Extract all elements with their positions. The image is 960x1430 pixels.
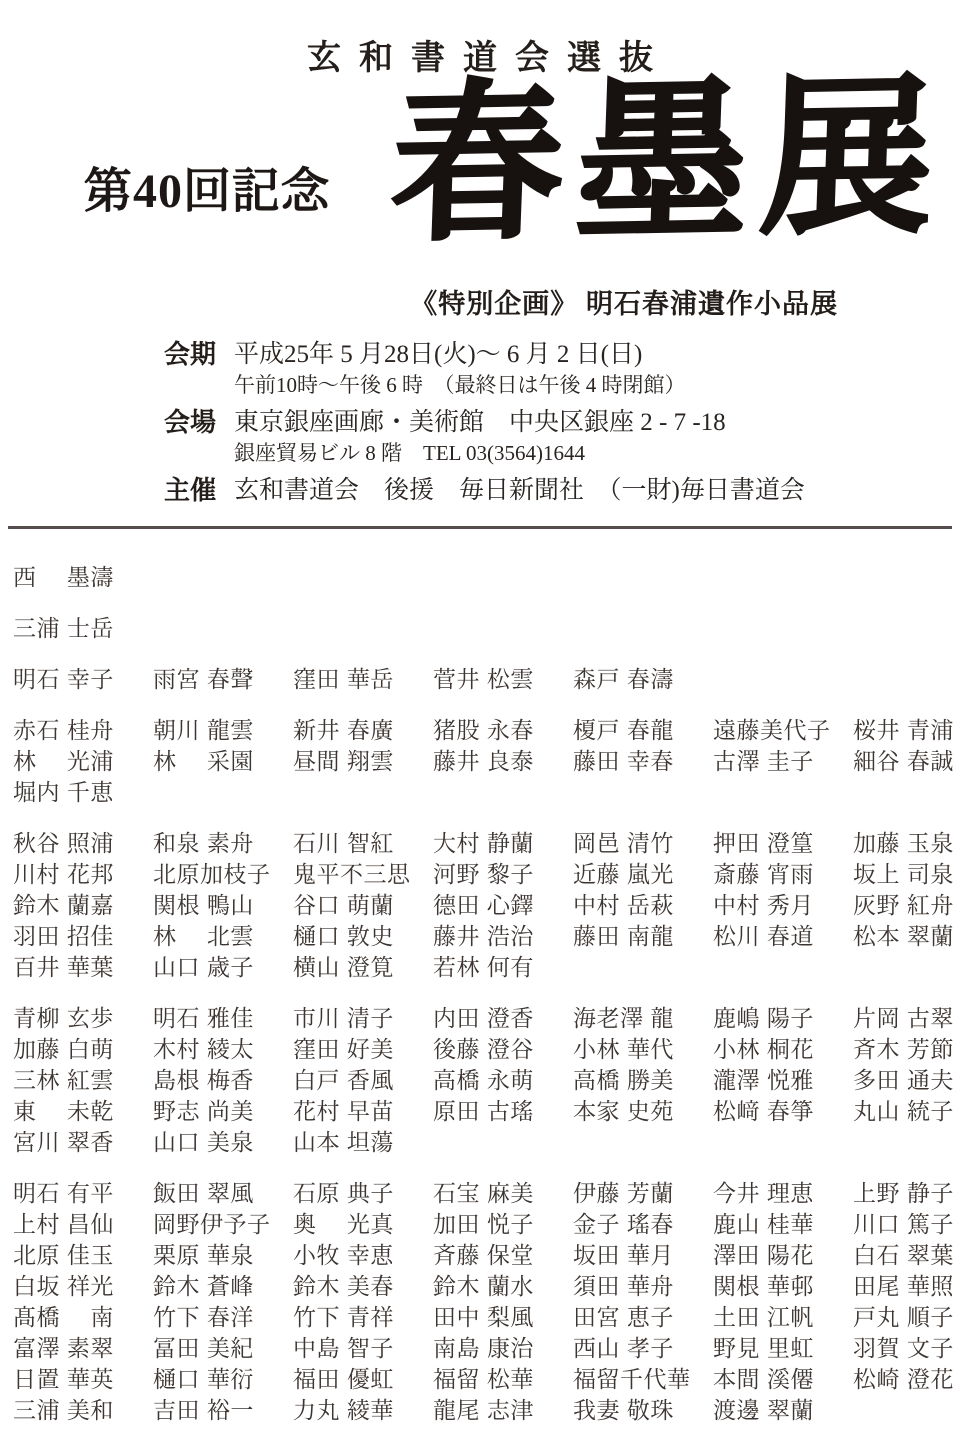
person-name: 灰野 紅舟 bbox=[853, 892, 954, 918]
name-group bbox=[13, 715, 960, 808]
person-name: 河野 黎子 bbox=[433, 861, 534, 887]
person-name: 德田 心鐸 bbox=[433, 892, 534, 918]
name-row bbox=[13, 777, 960, 808]
person-name: 山本 坦蕩 bbox=[293, 1129, 394, 1155]
person-name: 石宝 麻美 bbox=[433, 1180, 534, 1206]
person-name: 瀧澤 悦雅 bbox=[713, 1067, 814, 1093]
person-name: 斎藤 宵雨 bbox=[713, 861, 814, 887]
person-name: 高橋 勝美 bbox=[573, 1067, 674, 1093]
person-name: 力丸 綾華 bbox=[293, 1397, 394, 1423]
person-name: 小牧 幸恵 bbox=[293, 1242, 394, 1268]
person-name: 三浦 士岳 bbox=[13, 615, 114, 641]
person-name: 藤井 良泰 bbox=[433, 748, 534, 774]
person-name: 金子 瑤春 bbox=[573, 1211, 674, 1237]
exhibition-info bbox=[164, 340, 960, 506]
person-name: 石原 典子 bbox=[293, 1180, 394, 1206]
name-row bbox=[13, 664, 960, 695]
person-name: 石川 智紅 bbox=[293, 830, 394, 856]
person-name: 古澤 圭子 bbox=[713, 748, 814, 774]
name-row bbox=[13, 1395, 960, 1426]
person-name: 窪田 好美 bbox=[293, 1036, 394, 1062]
person-name: 猪股 永春 bbox=[433, 717, 534, 743]
person-name: 北原加枝子 bbox=[153, 861, 271, 887]
person-name: 樋口 敦史 bbox=[293, 923, 394, 949]
person-name: 林 采園 bbox=[153, 748, 254, 774]
person-name: 菅井 松雲 bbox=[433, 666, 534, 692]
name-row bbox=[13, 1127, 960, 1158]
person-name: 飯田 翠風 bbox=[153, 1180, 254, 1206]
person-name: 本家 史苑 bbox=[573, 1098, 674, 1124]
person-name: 和泉 素舟 bbox=[153, 830, 254, 856]
name-group bbox=[13, 664, 960, 695]
person-name: 日置 華英 bbox=[13, 1366, 114, 1392]
organizer-label: 主催 bbox=[164, 476, 217, 505]
info-row-venue bbox=[164, 408, 960, 438]
name-row bbox=[13, 1364, 960, 1395]
person-name: 鈴木 蘭水 bbox=[433, 1273, 534, 1299]
person-name: 明石 幸子 bbox=[13, 666, 114, 692]
name-row bbox=[13, 746, 960, 777]
person-name: 明石 雅佳 bbox=[153, 1005, 254, 1031]
exhibition-title-calligraphy: 春墨展 bbox=[388, 63, 948, 263]
person-name: 冨田 美紀 bbox=[153, 1335, 254, 1361]
venue-label: 会場 bbox=[164, 408, 217, 437]
name-row bbox=[13, 1096, 960, 1127]
person-name: 木村 綾太 bbox=[153, 1036, 254, 1062]
person-name: 後藤 澄谷 bbox=[433, 1036, 534, 1062]
person-name: 西山 孝子 bbox=[573, 1335, 674, 1361]
person-name: 田中 梨風 bbox=[433, 1304, 534, 1330]
person-name: 明石 有平 bbox=[13, 1180, 114, 1206]
special-feature-subtitle: 《特別企画》 明石春浦遺作小品展 bbox=[410, 289, 838, 319]
person-name: 片岡 古翠 bbox=[853, 1005, 954, 1031]
person-name: 秋谷 照浦 bbox=[13, 830, 114, 856]
person-name: 鬼平不三思 bbox=[293, 861, 411, 887]
person-name: 羽田 招佳 bbox=[13, 923, 114, 949]
person-name: 西 墨濤 bbox=[13, 564, 114, 590]
person-name: 本間 溪僊 bbox=[713, 1366, 814, 1392]
person-name: 川村 花邦 bbox=[13, 861, 114, 887]
person-name: 東 未乾 bbox=[13, 1098, 114, 1124]
person-name: 鈴木 蒼峰 bbox=[153, 1273, 254, 1299]
person-name: 白戸 香風 bbox=[293, 1067, 394, 1093]
person-name: 岡野伊予子 bbox=[153, 1211, 271, 1237]
person-name: 内田 澄香 bbox=[433, 1005, 534, 1031]
person-name: 福田 優虹 bbox=[293, 1366, 394, 1392]
person-name: 青柳 玄歩 bbox=[13, 1005, 114, 1031]
person-name: 大村 静蘭 bbox=[433, 830, 534, 856]
person-name: 関根 鴨山 bbox=[153, 892, 254, 918]
horizontal-divider bbox=[8, 526, 952, 529]
person-name: 白坂 祥光 bbox=[13, 1273, 114, 1299]
info-row-dates bbox=[164, 340, 960, 370]
person-name: 高橋 永萌 bbox=[433, 1067, 534, 1093]
person-name: 藤田 南龍 bbox=[573, 923, 674, 949]
name-row bbox=[13, 1333, 960, 1364]
name-row bbox=[13, 715, 960, 746]
name-row bbox=[13, 1302, 960, 1333]
person-name: 樋口 華衍 bbox=[153, 1366, 254, 1392]
person-name: 原田 古瑤 bbox=[433, 1098, 534, 1124]
person-name: 吉田 裕一 bbox=[153, 1397, 254, 1423]
person-name: 田宮 恵子 bbox=[573, 1304, 674, 1330]
name-row bbox=[13, 1209, 960, 1240]
person-name: 花村 早苗 bbox=[293, 1098, 394, 1124]
person-name: 松川 春道 bbox=[713, 923, 814, 949]
venue-address-note: 銀座貿易ビル 8 階 TEL 03(3564)1644 bbox=[234, 441, 585, 465]
person-name: 斉木 芳節 bbox=[853, 1036, 954, 1062]
person-name: 福留千代華 bbox=[573, 1366, 691, 1392]
person-name: 百井 華葉 bbox=[13, 954, 114, 980]
person-name: 細谷 春誠 bbox=[853, 748, 954, 774]
person-name: 加田 悦子 bbox=[433, 1211, 534, 1237]
person-name: 奥 光真 bbox=[293, 1211, 394, 1237]
name-row bbox=[13, 562, 960, 593]
organizer-value: 玄和書道会 後援 毎日新聞社 （一財)毎日書道会 bbox=[234, 477, 805, 504]
person-name: 丸山 統子 bbox=[853, 1098, 954, 1124]
person-name: 近藤 嵐光 bbox=[573, 861, 674, 887]
person-name: 上野 静子 bbox=[853, 1180, 954, 1206]
person-name: 遠藤美代子 bbox=[713, 717, 831, 743]
person-name: 坂上 司泉 bbox=[853, 861, 954, 887]
person-name: 新井 春廣 bbox=[293, 717, 394, 743]
person-name: 田尾 華照 bbox=[853, 1273, 954, 1299]
person-name: 松﨑 春箏 bbox=[713, 1098, 814, 1124]
person-name: 福留 松華 bbox=[433, 1366, 534, 1392]
person-name: 谷口 萌蘭 bbox=[293, 892, 394, 918]
person-name: 宮川 翠香 bbox=[13, 1129, 114, 1155]
name-row bbox=[13, 921, 960, 952]
person-name: 栗原 華泉 bbox=[153, 1242, 254, 1268]
person-name: 白石 翠葉 bbox=[853, 1242, 954, 1268]
person-name: 須田 華舟 bbox=[573, 1273, 674, 1299]
person-name: 鹿山 桂華 bbox=[713, 1211, 814, 1237]
person-name: 藤田 幸春 bbox=[573, 748, 674, 774]
person-name: 榎戸 春龍 bbox=[573, 717, 674, 743]
person-name: 鈴木 美春 bbox=[293, 1273, 394, 1299]
name-group bbox=[13, 1178, 960, 1426]
name-group bbox=[13, 828, 960, 983]
person-name: 小林 桐花 bbox=[713, 1036, 814, 1062]
person-name: 今井 理恵 bbox=[713, 1180, 814, 1206]
name-row bbox=[13, 1003, 960, 1034]
person-name: 森戸 春濤 bbox=[573, 666, 674, 692]
person-name: 富澤 素翠 bbox=[13, 1335, 114, 1361]
person-name: 押田 澄篁 bbox=[713, 830, 814, 856]
memorial-edition-label: 第40回記念 bbox=[84, 165, 331, 218]
person-name: 上村 昌仙 bbox=[13, 1211, 114, 1237]
name-row bbox=[13, 1065, 960, 1096]
person-name: 藤井 浩治 bbox=[433, 923, 534, 949]
person-name: 雨宮 春聲 bbox=[153, 666, 254, 692]
person-name: 多田 通夫 bbox=[853, 1067, 954, 1093]
person-name: 窪田 華岳 bbox=[293, 666, 394, 692]
name-group bbox=[13, 562, 960, 593]
person-name: 我妻 敬珠 bbox=[573, 1397, 674, 1423]
person-name: 野見 里虹 bbox=[713, 1335, 814, 1361]
name-row bbox=[13, 1240, 960, 1271]
person-name: 海老澤 龍 bbox=[573, 1005, 674, 1031]
person-name: 髙橋 南 bbox=[13, 1304, 114, 1330]
person-name: 小林 華代 bbox=[573, 1036, 674, 1062]
person-name: 松崎 澄花 bbox=[853, 1366, 954, 1392]
name-row bbox=[13, 859, 960, 890]
name-row bbox=[13, 1178, 960, 1209]
dates-label: 会期 bbox=[164, 340, 217, 369]
person-name: 林 光浦 bbox=[13, 748, 114, 774]
person-name: 坂田 華月 bbox=[573, 1242, 674, 1268]
hours-note: 午前10時～午後 6 時 （最終日は午後 4 時閉館） bbox=[234, 373, 686, 397]
person-name: 林 北雲 bbox=[153, 923, 254, 949]
person-name: 堀内 千恵 bbox=[13, 779, 114, 805]
person-name: 若林 何有 bbox=[433, 954, 534, 980]
person-name: 澤田 陽花 bbox=[713, 1242, 814, 1268]
person-name: 昼間 翔雲 bbox=[293, 748, 394, 774]
person-name: 龍尾 志津 bbox=[433, 1397, 534, 1423]
person-name: 川口 篤子 bbox=[853, 1211, 954, 1237]
person-name: 加藤 白萌 bbox=[13, 1036, 114, 1062]
person-name: 中村 岳萩 bbox=[573, 892, 674, 918]
person-name: 野志 尚美 bbox=[153, 1098, 254, 1124]
person-name: 加藤 玉泉 bbox=[853, 830, 954, 856]
name-row bbox=[13, 1271, 960, 1302]
name-list bbox=[13, 562, 960, 1426]
masthead bbox=[0, 0, 960, 330]
person-name: 岡邑 清竹 bbox=[573, 830, 674, 856]
person-name: 羽賀 文子 bbox=[853, 1335, 954, 1361]
person-name: 市川 清子 bbox=[293, 1005, 394, 1031]
person-name: 三林 紅雲 bbox=[13, 1067, 114, 1093]
venue-value: 東京銀座画廊・美術館 中央区銀座 2 - 7 -18 bbox=[234, 409, 726, 436]
person-name: 渡邊 翠蘭 bbox=[713, 1397, 814, 1423]
info-row-organizer bbox=[164, 476, 960, 506]
person-name: 南島 康治 bbox=[433, 1335, 534, 1361]
person-name: 山口 美泉 bbox=[153, 1129, 254, 1155]
name-group bbox=[13, 613, 960, 644]
person-name: 三浦 美和 bbox=[13, 1397, 114, 1423]
person-name: 関根 華邨 bbox=[713, 1273, 814, 1299]
person-name: 戸丸 順子 bbox=[853, 1304, 954, 1330]
person-name: 赤石 桂舟 bbox=[13, 717, 114, 743]
person-name: 北原 佳玉 bbox=[13, 1242, 114, 1268]
person-name: 鹿嶋 陽子 bbox=[713, 1005, 814, 1031]
name-row bbox=[13, 952, 960, 983]
person-name: 伊藤 芳蘭 bbox=[573, 1180, 674, 1206]
dates-value: 平成25年 5 月28日(火)～ 6 月 2 日(日) bbox=[234, 341, 643, 368]
person-name: 桜井 青浦 bbox=[853, 717, 954, 743]
name-group bbox=[13, 1003, 960, 1158]
person-name: 竹下 青祥 bbox=[293, 1304, 394, 1330]
name-row bbox=[13, 890, 960, 921]
society-selection-heading: 玄和書道会選抜 bbox=[307, 40, 671, 77]
name-row bbox=[13, 1034, 960, 1065]
person-name: 鈴木 蘭嘉 bbox=[13, 892, 114, 918]
person-name: 竹下 春洋 bbox=[153, 1304, 254, 1330]
person-name: 横山 澄筧 bbox=[293, 954, 394, 980]
person-name: 松本 翠蘭 bbox=[853, 923, 954, 949]
name-row bbox=[13, 613, 960, 644]
person-name: 中島 智子 bbox=[293, 1335, 394, 1361]
person-name: 朝川 龍雲 bbox=[153, 717, 254, 743]
name-row bbox=[13, 828, 960, 859]
person-name: 中村 秀月 bbox=[713, 892, 814, 918]
person-name: 斉藤 保堂 bbox=[433, 1242, 534, 1268]
person-name: 山口 歳子 bbox=[153, 954, 254, 980]
person-name: 土田 江帆 bbox=[713, 1304, 814, 1330]
person-name: 島根 梅香 bbox=[153, 1067, 254, 1093]
